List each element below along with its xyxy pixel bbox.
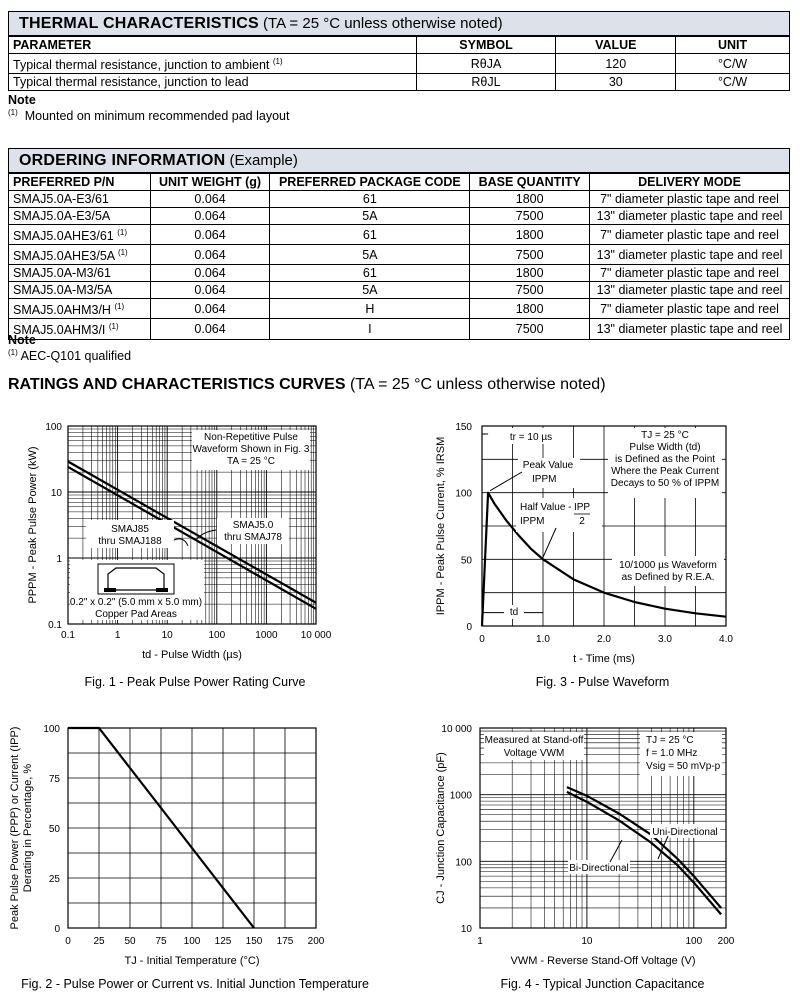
x-axis-label: td - Pulse Width (µs) (142, 649, 242, 661)
ordering-header-mode: DELIVERY MODE (590, 174, 790, 191)
annotation-text: thru SMAJ188 (98, 536, 162, 547)
ordering-note-marker: (1) (8, 348, 18, 357)
annotation-text: Peak Value (522, 460, 574, 471)
ordering-weight: 0.064 (150, 265, 270, 282)
x-tick-label: 1000 (255, 630, 278, 641)
package-lead-icon (104, 588, 116, 592)
ordering-pn-text: SMAJ5.0A-M3/5A (13, 283, 113, 298)
leader-line (174, 539, 188, 546)
x-tick-label: 25 (93, 936, 105, 947)
ordering-section-title (8, 148, 790, 173)
annotation-text: thru SMAJ78 (224, 532, 282, 543)
annotation-text: Vsig = 50 mVp-p (646, 761, 721, 772)
annotation-text: SMAJ85 (111, 524, 149, 535)
x-tick-label: 10 000 (300, 630, 332, 641)
ordering-weight: 0.064 (150, 299, 270, 319)
thermal-unit: °C/W (676, 54, 790, 74)
x-tick-label: 4.0 (719, 634, 733, 645)
ordering-mode: 13" diameter plastic tape and reel (590, 245, 790, 265)
ordering-code: 61 (270, 191, 470, 208)
ordering-mode: 7" diameter plastic tape and reel (590, 265, 790, 282)
x-tick-label: 50 (124, 936, 136, 947)
ordering-header-code: PREFERRED PACKAGE CODE (270, 174, 470, 191)
y-tick-label: 100 (455, 488, 472, 500)
annotation-text: Copper Pad Areas (95, 609, 177, 620)
leader-line (543, 528, 556, 557)
thermal-row (9, 54, 790, 74)
y-tick-label: 10 (460, 924, 472, 935)
ordering-weight: 0.064 (150, 225, 270, 245)
ordering-note-text: AEC-Q101 qualified (20, 349, 132, 364)
ordering-qty: 1800 (470, 191, 590, 208)
ordering-code: 5A (270, 282, 470, 299)
y-tick-label: 0 (54, 924, 60, 935)
annotation-text: TA = 25 °C (226, 456, 276, 467)
ordering-weight: 0.064 (150, 319, 270, 339)
y-tick-label: 1000 (449, 790, 472, 802)
thermal-value: 120 (556, 54, 676, 74)
y-tick-label: 0.1 (48, 620, 62, 631)
y-tick-label: 100 (45, 422, 62, 433)
x-tick-label: 1 (114, 630, 121, 641)
thermal-title: THERMAL CHARACTERISTICS (19, 15, 259, 32)
x-tick-label: 150 (245, 936, 263, 947)
x-tick-label: 100 (685, 936, 703, 947)
y-tick-label: 75 (48, 774, 60, 785)
thermal-header-symbol: SYMBOL (416, 37, 556, 54)
fig2-chart (0, 712, 400, 972)
thermal-header-parameter: PARAMETER (9, 37, 417, 54)
ordering-row (9, 225, 790, 245)
annotation-text: tr = 10 µs (509, 432, 553, 443)
thermal-table (8, 36, 790, 91)
y-tick-label: 1 (56, 554, 62, 565)
x-tick-label: 100 (183, 936, 201, 947)
annotation-text: Decays to 50 % of IPPM (610, 478, 720, 489)
leader-line (490, 472, 522, 491)
y-tick-label: 0 (466, 622, 472, 633)
annotation-text: Non-Repetitive Pulse (204, 432, 298, 443)
ordering-pn (9, 208, 151, 225)
x-tick-label: 0.1 (61, 630, 75, 641)
ordering-pn-note: (1) (117, 248, 128, 258)
y-tick-label: 100 (455, 857, 472, 869)
thermal-parameter-note: (1) (272, 57, 283, 66)
ordering-pn-text: SMAJ5.0AHE3/5A (13, 249, 115, 264)
ordering-pn-text: SMAJ5.0A-M3/61 (13, 266, 111, 281)
annotation-text: Where the Peak Current (611, 466, 719, 477)
thermal-parameter-text: Typical thermal resistance, junction to ambient (13, 58, 270, 73)
thermal-header-unit: UNIT (676, 37, 790, 54)
ordering-row (9, 208, 790, 225)
ordering-qty: 7500 (470, 282, 590, 299)
ordering-qty: 1800 (470, 299, 590, 319)
annotation-text: IPPM (520, 516, 545, 527)
x-tick-label: 175 (276, 936, 294, 947)
x-tick-label: 200 (307, 936, 325, 947)
annotation-text: Half Value - (520, 502, 572, 513)
ordering-pn (9, 299, 151, 319)
annotation-text: Pulse Width (td) (629, 442, 701, 453)
ordering-qty: 7500 (470, 245, 590, 265)
fig4-caption: Fig. 4 - Typical Junction Capacitance (500, 977, 705, 991)
x-tick-label: 0 (479, 634, 485, 645)
x-tick-label: 2.0 (597, 634, 611, 645)
thermal-note-text: Mounted on minimum recommended pad layout (24, 109, 290, 124)
thermal-value: 30 (556, 74, 676, 91)
x-axis-label: t - Time (ms) (573, 653, 635, 665)
y-axis-label: IPPM - Peak Pulse Current, % IRSM (435, 436, 447, 616)
ordering-header-weight: UNIT WEIGHT (g) (150, 174, 270, 191)
ordering-pn (9, 225, 151, 245)
ordering-code: I (270, 319, 470, 339)
thermal-parameter-text: Typical thermal resistance, junction to lead (13, 75, 249, 90)
annotation-text: Uni-Directional (652, 827, 718, 838)
ordering-pn-note: (1) (108, 322, 119, 332)
annotation-text: TJ = 25 °C (646, 735, 694, 746)
x-tick-label: 1.0 (536, 634, 550, 645)
annotation-text: td (509, 607, 519, 618)
ordering-pn-text: SMAJ5.0A-E3/5A (13, 209, 111, 223)
ordering-note (8, 348, 131, 363)
thermal-header-value: VALUE (556, 37, 676, 54)
thermal-unit: °C/W (676, 74, 790, 91)
annotation-text: SMAJ5.0 (232, 520, 274, 531)
annotation-text: 10/1000 µs Waveform (619, 560, 717, 571)
ordering-qty: 1800 (470, 225, 590, 245)
ordering-row (9, 319, 790, 339)
thermal-note (8, 108, 289, 123)
y-tick-label: 50 (48, 824, 60, 835)
thermal-symbol: RθJL (416, 74, 556, 91)
fig4-chart (400, 712, 800, 972)
ordering-row (9, 282, 790, 299)
thermal-note-marker: (1) (8, 108, 18, 117)
ordering-mode: 13" diameter plastic tape and reel (590, 208, 790, 225)
ordering-pn-note: (1) (117, 228, 128, 237)
y-tick-label: 10 000 (441, 724, 472, 735)
ordering-note-heading: Note (8, 333, 36, 347)
ordering-pn-text: SMAJ5.0A-E3/61 (13, 192, 109, 206)
ordering-title: ORDERING INFORMATION (19, 152, 226, 169)
ordering-qty: 7500 (470, 208, 590, 225)
x-tick-label: 3.0 (658, 634, 672, 645)
y-tick-label: 100 (43, 724, 60, 735)
annotation-text: 2 (579, 516, 585, 527)
x-axis-label: VWM - Reverse Stand-Off Voltage (V) (510, 955, 696, 967)
thermal-parameter (9, 74, 417, 91)
ordering-row (9, 191, 790, 208)
ordering-pn (9, 191, 151, 208)
annotation-text: f = 1.0 MHz (646, 748, 698, 759)
fig3-chart (400, 410, 800, 670)
ordering-mode: 13" diameter plastic tape and reel (590, 319, 790, 339)
ordering-weight: 0.064 (150, 208, 270, 225)
x-tick-label: 125 (214, 936, 232, 947)
curves-title: RATINGS AND CHARACTERISTICS CURVES (TA = 25 °C unless otherwise noted) (8, 376, 606, 393)
ordering-pn (9, 282, 151, 299)
ordering-pn (9, 265, 151, 282)
x-tick-label: 10 (161, 630, 173, 641)
ordering-qty: 7500 (470, 319, 590, 339)
fig1-chart (0, 410, 400, 670)
ordering-pn-text: SMAJ5.0AHE3/61 (13, 229, 114, 244)
ordering-mode: 7" diameter plastic tape and reel (590, 225, 790, 245)
ordering-mode: 7" diameter plastic tape and reel (590, 299, 790, 319)
ordering-header-pn: PREFERRED P/N (9, 174, 151, 191)
ordering-mode: 13" diameter plastic tape and reel (590, 282, 790, 299)
y-axis-label: PPPM - Peak Pulse Power (kW) (27, 446, 39, 604)
ordering-code: H (270, 299, 470, 319)
ordering-weight: 0.064 (150, 191, 270, 208)
thermal-row (9, 74, 790, 91)
thermal-symbol: RθJA (416, 54, 556, 74)
annotation-text: as Defined by R.E.A. (621, 572, 715, 583)
package-lead-icon (156, 588, 168, 592)
fig2-caption: Fig. 2 - Pulse Power or Current vs. Initial Junction Temperature (21, 977, 369, 991)
x-tick-label: 0 (65, 936, 71, 947)
ordering-weight: 0.064 (150, 282, 270, 299)
thermal-condition: (TA = 25 °C unless otherwise noted) (263, 15, 503, 32)
ordering-qty: 1800 (470, 265, 590, 282)
ordering-header-qty: BASE QUANTITY (470, 174, 590, 191)
annotation-text: Voltage VWM (503, 748, 565, 759)
ordering-subtitle: (Example) (229, 152, 298, 169)
curves-condition: (TA = 25 °C unless otherwise noted) (349, 376, 606, 393)
fig1-caption: Fig. 1 - Peak Pulse Power Rating Curve (84, 675, 306, 689)
y-tick-label: 25 (48, 874, 60, 885)
x-tick-label: 10 (581, 936, 593, 947)
leader-line (610, 840, 622, 862)
ordering-row (9, 265, 790, 282)
thermal-section-title (8, 11, 790, 36)
annotation-text: IPP (573, 502, 591, 513)
ordering-row (9, 299, 790, 319)
thermal-parameter (9, 54, 417, 74)
ordering-mode: 7" diameter plastic tape and reel (590, 191, 790, 208)
y-tick-label: 50 (460, 555, 472, 567)
ordering-pn (9, 245, 151, 265)
y-axis-label: CJ - Junction Capacitance (pF) (435, 752, 447, 904)
fig3-caption: Fig. 3 - Pulse Waveform (535, 675, 670, 689)
annotation-text: TJ = 25 °C (641, 430, 689, 441)
ordering-pn-text: SMAJ5.0AHM3/H (13, 303, 111, 318)
y-tick-label: 10 (50, 488, 62, 499)
x-tick-label: 1 (477, 936, 483, 947)
thermal-note-heading: Note (8, 93, 36, 107)
ordering-code: 5A (270, 245, 470, 265)
x-tick-label: 75 (155, 936, 167, 947)
ordering-code: 5A (270, 208, 470, 225)
annotation-text: is Defined as the Point (614, 454, 716, 465)
annotation-text: Bi-Directional (569, 863, 629, 874)
ordering-row (9, 245, 790, 265)
ordering-pn-text: SMAJ5.0AHM3/I (13, 323, 106, 338)
x-tick-label: 200 (717, 936, 735, 947)
ordering-code: 61 (270, 265, 470, 282)
ordering-code: 61 (270, 225, 470, 245)
ordering-table (8, 173, 790, 340)
annotation-text: IPPM (532, 474, 557, 485)
annotation-text: Measured at Stand-off (484, 735, 584, 746)
y-axis-label: Peak Pulse Power (PPP) or Current (IPP)Derating in Percentage, % (9, 726, 34, 930)
ordering-weight: 0.064 (150, 245, 270, 265)
x-axis-label: TJ - Initial Temperature (°C) (124, 955, 260, 967)
annotation-text: 0.2" x 0.2" (5.0 mm x 5.0 mm) (69, 597, 203, 608)
ordering-pn-note: (1) (114, 302, 125, 312)
y-tick-label: 150 (455, 422, 472, 433)
annotation-text: Waveform Shown in Fig. 3 (192, 444, 310, 455)
x-tick-label: 100 (208, 630, 226, 641)
